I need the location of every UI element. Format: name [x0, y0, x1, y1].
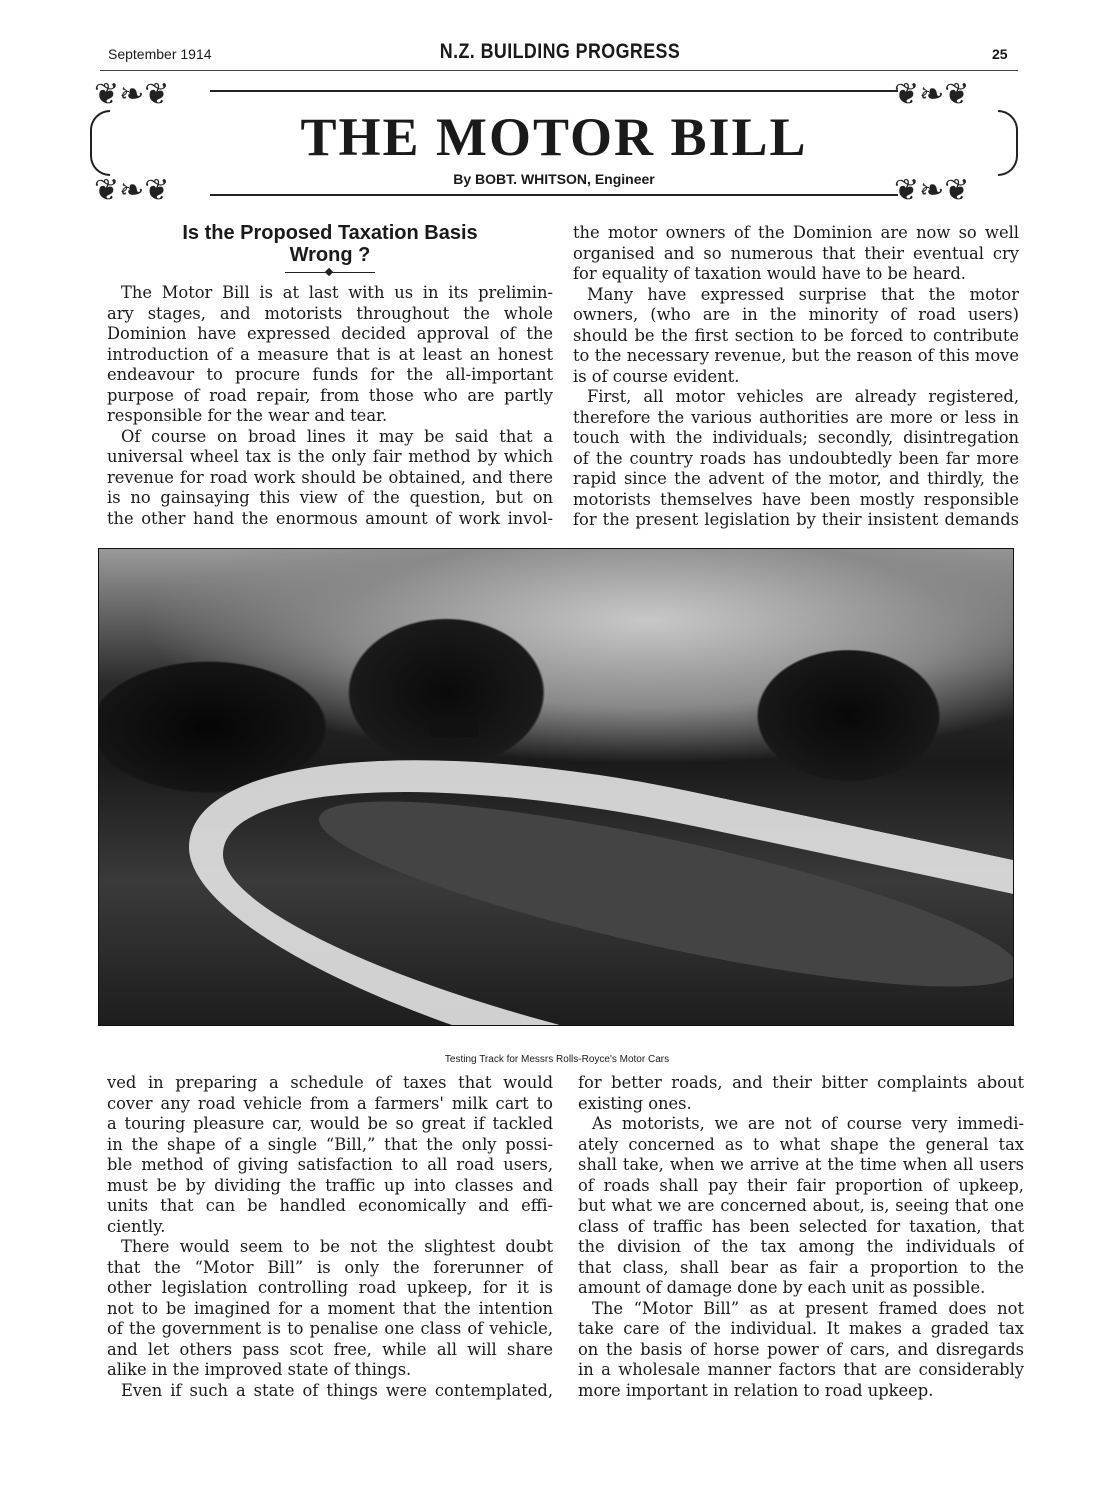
title-banner — [90, 77, 1018, 208]
text-line: should be the first section to be forced to contribute — [573, 325, 1019, 345]
text-line: Of course on broad lines it may be said that a — [121, 426, 553, 446]
text-line: other legislation controlling road upkeep, for it is — [107, 1278, 553, 1297]
column-2-top — [573, 223, 1019, 531]
banner-top-rule — [210, 90, 898, 92]
text-line: units that can be handled economically and effi- — [107, 1196, 553, 1215]
text-line: owners, (who are in the minority of road users) — [573, 305, 1019, 324]
text-line: First, all motor vehicles are already registered, — [587, 387, 1019, 406]
text-line: of roads shall pay their fair proportion of upkeep, — [578, 1175, 1024, 1195]
text-line: is no gainsaying this view of the question, but on — [107, 488, 553, 507]
text-line: The “Motor Bill” as at present framed does not — [592, 1298, 1024, 1318]
text-line: for equality of taxation would have to be heard. — [573, 264, 966, 283]
column-1-top — [107, 283, 553, 529]
text-line: the division of the tax among the individuals of — [578, 1237, 1024, 1256]
text-line: revenue for road work should be obtained, and there — [107, 467, 553, 487]
text-line: endeavour to procure funds for the all-important — [107, 365, 553, 384]
text-line: universal wheel tax is the only fair method by which — [107, 447, 553, 466]
motor-car — [429, 721, 479, 737]
text-line: the other hand the enormous amount of work invol- — [107, 508, 553, 528]
publication-title: N.Z. BUILDING PROGRESS — [439, 40, 681, 63]
text-line: amount of damage done by each unit as possible. — [578, 1278, 986, 1297]
text-line: rapid since the advent of the motor, and thirdly, the — [573, 469, 1019, 488]
byline: By BOBT. WHITSON, Engineer — [453, 171, 655, 187]
text-line: must be by dividing the traffic up into classes and — [107, 1175, 553, 1195]
text-line: The Motor Bill is at last with us in its prelimin- — [121, 283, 553, 302]
text-line: is of course evident. — [573, 366, 740, 386]
text-line: but what we are concerned about, is, seeing that one — [578, 1196, 1024, 1215]
text-line: on the basis of horse power of cars, and disregards — [578, 1339, 1024, 1359]
text-line: to the necessary revenue, but the reason of this move — [573, 346, 1019, 365]
text-line: responsible for the wear and tear. — [107, 406, 388, 425]
photo-caption: Testing Track for Messrs Rolls-Royce's Motor Cars — [444, 1054, 670, 1065]
text-line: the motor owners of the Dominion are now so well — [573, 223, 1019, 242]
scroll-ornament-icon: ❦❧❦ — [894, 173, 970, 208]
scroll-ornament-icon: ❦❧❦ — [894, 77, 970, 112]
text-line: alike in the improved state of things. — [107, 1360, 412, 1379]
text-line: therefore the various authorities are more or less in — [573, 407, 1019, 427]
text-line: that class, shall bear as fair a proportion to the — [578, 1257, 1024, 1277]
page-number: 25 — [992, 46, 1008, 62]
text-line: ble method of giving satisfaction to all road users, — [107, 1155, 553, 1174]
text-line: motorists themselves have been mostly responsible — [573, 489, 1019, 509]
text-line: ciently. — [107, 1216, 166, 1236]
text-line: Dominion have expressed decided approval of the — [107, 324, 553, 343]
text-line: of the country roads has undoubtedly been far more — [573, 448, 1019, 468]
text-line: take care of the individual. It makes a graded tax — [578, 1319, 1024, 1338]
banner-bottom-rule — [210, 194, 898, 196]
text-line: ately concerned as to what shape the general tax — [578, 1134, 1024, 1154]
text-line: not to be imagined for a moment that the intention — [107, 1298, 553, 1318]
text-line: more important in relation to road upkeep. — [578, 1380, 934, 1400]
text-line: in a wholesale manner factors that are considerably — [578, 1360, 1024, 1379]
column-2-bottom — [578, 1073, 1024, 1401]
scroll-ornament-icon: ❦❧❦ — [94, 173, 170, 208]
text-line: a touring pleasure car, would be so great if tackled — [107, 1114, 553, 1133]
text-line: As motorists, we are not of course very immedi- — [592, 1114, 1024, 1133]
header-rule — [100, 70, 1018, 71]
text-line: in the shape of a single “Bill,” that the only possi- — [107, 1134, 553, 1154]
text-line: organised and so numerous that their eventual cry — [573, 243, 1019, 263]
heading-line: Wrong ? — [289, 244, 371, 266]
text-line: ved in preparing a schedule of taxes that would — [107, 1073, 553, 1092]
text-line: of the government is to penalise one class of vehicle, — [107, 1319, 553, 1338]
text-line: touch with the individuals; secondly, disintregation — [573, 428, 1019, 447]
column-1-bottom — [107, 1073, 553, 1401]
text-line: ary stages, and motorists throughout the whole — [107, 303, 553, 323]
text-line: introduction of a measure that is at least an honest — [107, 344, 553, 364]
text-line: and let others pass scot free, while all will share — [107, 1339, 553, 1359]
scroll-ornament-icon: ❦❧❦ — [94, 77, 170, 112]
article-heading — [107, 222, 553, 266]
issue-date: September 1914 — [108, 46, 212, 62]
text-line: that the “Motor Bill” is only the forerunner of — [107, 1257, 553, 1277]
text-line: cover any road vehicle from a farmers' milk cart to — [107, 1093, 553, 1113]
diamond-ornament-icon — [325, 268, 333, 276]
text-line: class of traffic has been selected for taxation, that — [578, 1216, 1024, 1236]
testing-track-photo — [98, 548, 1014, 1026]
text-line: for better roads, and their bitter complaints about — [578, 1073, 1024, 1092]
heading-line: Is the Proposed Taxation Basis — [182, 222, 478, 244]
text-line: purpose of road repair, from those who are partly — [107, 385, 553, 405]
article-title: THE MOTOR BILL — [300, 107, 808, 167]
text-line: for the present legislation by their insistent demands — [573, 510, 1019, 529]
text-line: existing ones. — [578, 1093, 692, 1113]
text-line: Many have expressed surprise that the motor — [587, 284, 1019, 304]
text-line: shall take, when we arrive at the time when all users — [578, 1155, 1024, 1174]
text-line: Even if such a state of things were contemplated, — [121, 1380, 553, 1400]
text-line: There would seem to be not the slightest doubt — [121, 1237, 553, 1256]
